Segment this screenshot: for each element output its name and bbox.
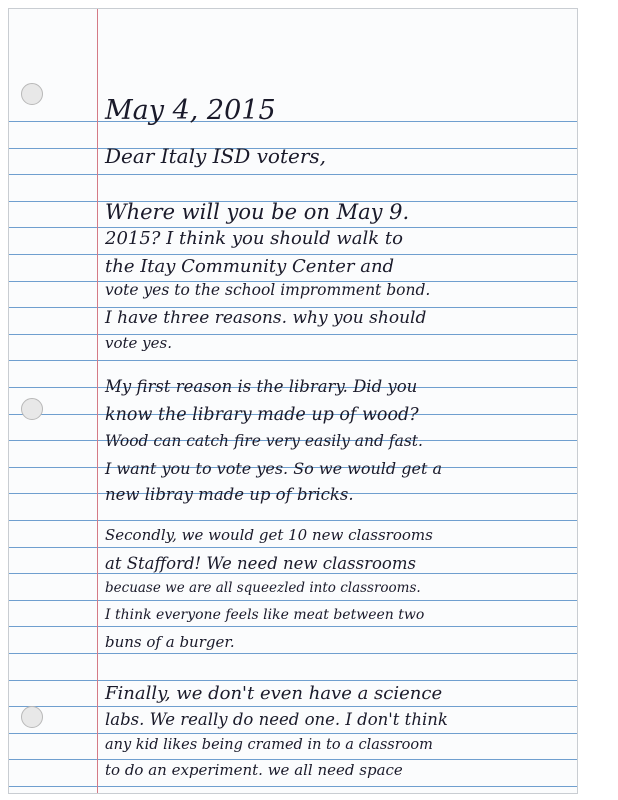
- letter-line: My first reason is the library. Did you: [105, 377, 418, 396]
- ruled-line: [9, 786, 577, 787]
- ruled-line: [9, 334, 577, 335]
- letter-line: the Itay Community Center and: [105, 256, 395, 277]
- letter-line: I want you to vote yes. So we would get a: [105, 459, 442, 478]
- letter-line: vote yes.: [105, 334, 172, 352]
- letter-line: labs. We really do need one. I don't think: [105, 710, 448, 729]
- letter-date: May 4, 2015: [105, 95, 276, 126]
- punch-hole-top: [21, 83, 43, 105]
- letter-line: to do an experiment. we all need space: [105, 761, 403, 779]
- ruled-line: [9, 573, 577, 574]
- letter-line: I have three reasons. why you should: [105, 308, 427, 328]
- punch-hole-middle: [21, 398, 43, 420]
- ruled-line: [9, 626, 577, 627]
- ruled-line: [9, 547, 577, 548]
- letter-line: new libray made up of bricks.: [105, 485, 354, 504]
- letter-line: vote yes to the school impromment bond.: [105, 281, 431, 299]
- ruled-line: [9, 733, 577, 734]
- letter-line: Wood can catch fire very easily and fast.: [105, 432, 423, 450]
- ruled-line: [9, 653, 577, 654]
- margin-line: [97, 9, 98, 793]
- ruled-line: [9, 600, 577, 601]
- letter-line: any kid likes being cramed in to a classroom: [105, 737, 433, 753]
- ruled-line: [9, 680, 577, 681]
- ruled-line: [9, 706, 577, 707]
- letter-line: Where will you be on May 9.: [105, 200, 410, 224]
- letter-line: at Stafford! We need new classrooms: [105, 554, 416, 573]
- letter-line: buns of a burger.: [105, 633, 235, 651]
- ruled-line: [9, 174, 577, 175]
- letter-line: Finally, we don't even have a science: [105, 683, 443, 704]
- letter-line: I think everyone feels like meat between two: [105, 607, 425, 623]
- notebook-paper: [8, 8, 578, 794]
- ruled-line: [9, 360, 577, 361]
- letter-line: 2015? I think you should walk to: [105, 228, 403, 249]
- ruled-line: [9, 520, 577, 521]
- letter-line: becuase we are all squeezled into classrooms.: [105, 580, 421, 596]
- letter-line: Secondly, we would get 10 new classrooms: [105, 526, 433, 544]
- letter-salutation: Dear Italy ISD voters,: [105, 144, 327, 168]
- ruled-line: [9, 121, 577, 122]
- letter-line: know the library made up of wood?: [105, 405, 419, 425]
- punch-hole-bottom: [21, 706, 43, 728]
- ruled-line: [9, 254, 577, 255]
